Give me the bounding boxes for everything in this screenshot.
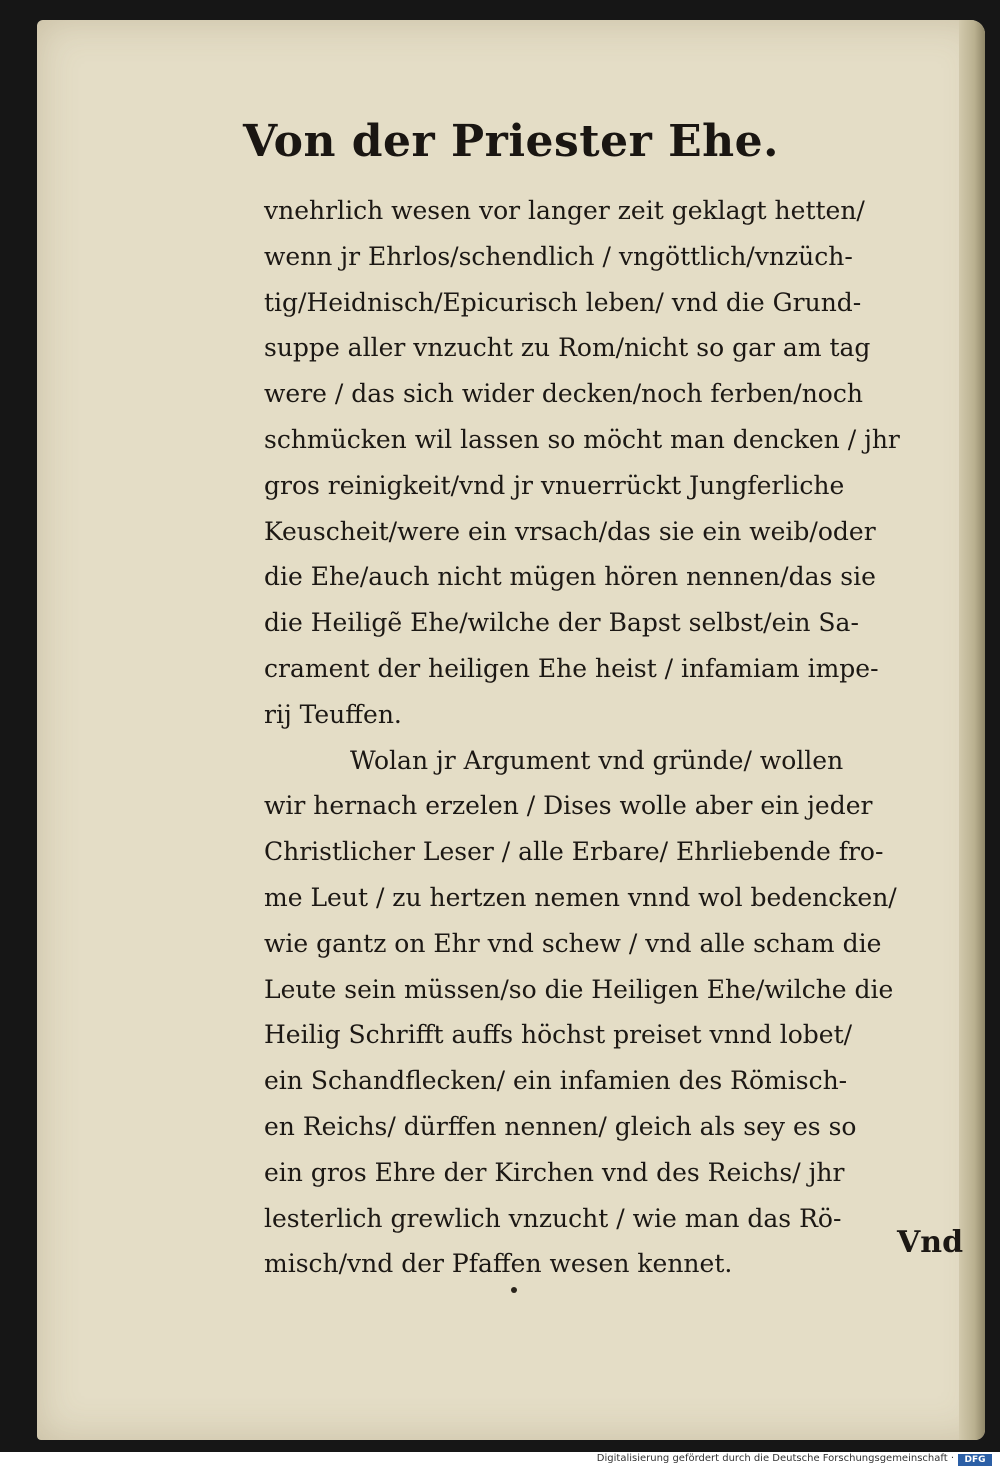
- text-line: die Heiligẽ Ehe/wilche der Bapst selbst/ein Sa-: [264, 608, 859, 638]
- text-line: lesterlich grewlich vnzucht / wie man das Rö-: [264, 1203, 842, 1233]
- text-line: crament der heiligen Ehe heist / infamiam impe-: [264, 653, 879, 683]
- text-line: wie gantz on Ehr vnd schew / vnd alle scham die: [264, 928, 882, 958]
- text-line: ein gros Ehre der Kirchen vnd des Reichs/ jhr: [264, 1157, 845, 1187]
- text-line: Heilig Schrifft auffs höchst preiset vnnd lobet/: [264, 1020, 853, 1050]
- text-line: misch/vnd der Pfaffen wesen kennet.: [264, 1249, 733, 1279]
- paragraph-start-line: Wolan jr Argument vnd gründe/ wollen: [350, 745, 844, 775]
- text-line: Christlicher Leser / alle Erbare/ Ehrliebende fro-: [264, 837, 884, 867]
- text-line: en Reichs/ dürffen nennen/ gleich als sey es so: [264, 1111, 857, 1141]
- book-page: [37, 20, 985, 1440]
- text-line: wenn jr Ehrlos/schendlich / vngöttlich/vnzüch-: [264, 241, 853, 271]
- text-line: were / das sich wider decken/noch ferben/noch: [264, 379, 863, 409]
- text-line: wir hernach erzelen / Dises wolle aber ein jeder: [264, 791, 873, 821]
- text-line: Leute sein müssen/so die Heiligen Ehe/wilche die: [264, 974, 894, 1004]
- text-line: ein Schandflecken/ ein infamien des Römisch-: [264, 1066, 848, 1096]
- text-line: schmücken wil lassen so möcht man dencken / jhr: [264, 424, 900, 454]
- catchword: Vnd: [897, 1225, 964, 1260]
- text-line: me Leut / zu hertzen nemen vnnd wol bedencken/: [264, 882, 897, 912]
- ink-dot: [511, 1287, 517, 1293]
- text-line: die Ehe/auch nicht mügen hören nennen/das sie: [264, 562, 876, 592]
- text-line: gros reinigkeit/vnd jr vnuerrückt Jungferliche: [264, 470, 845, 500]
- text-line: rij Teuffen.: [264, 699, 402, 729]
- running-header: Von der Priester Ehe.: [243, 116, 779, 167]
- text-line: suppe aller vnzucht zu Rom/nicht so gar am tag: [264, 333, 871, 363]
- text-line: tig/Heidnisch/Epicurisch leben/ vnd die Grund-: [264, 287, 862, 317]
- dfg-logo: DFG: [958, 1454, 992, 1466]
- body-text: [264, 188, 984, 1287]
- text-line: vnehrlich wesen vor langer zeit geklagt hetten/: [264, 196, 865, 225]
- footer-bar: [0, 1452, 1000, 1470]
- funding-credit: Digitalisierung gefördert durch die Deutsche Forschungsgemeinschaft ·: [596, 1453, 954, 1464]
- text-line: Keuscheit/were ein vrsach/das sie ein weib/oder: [264, 516, 876, 546]
